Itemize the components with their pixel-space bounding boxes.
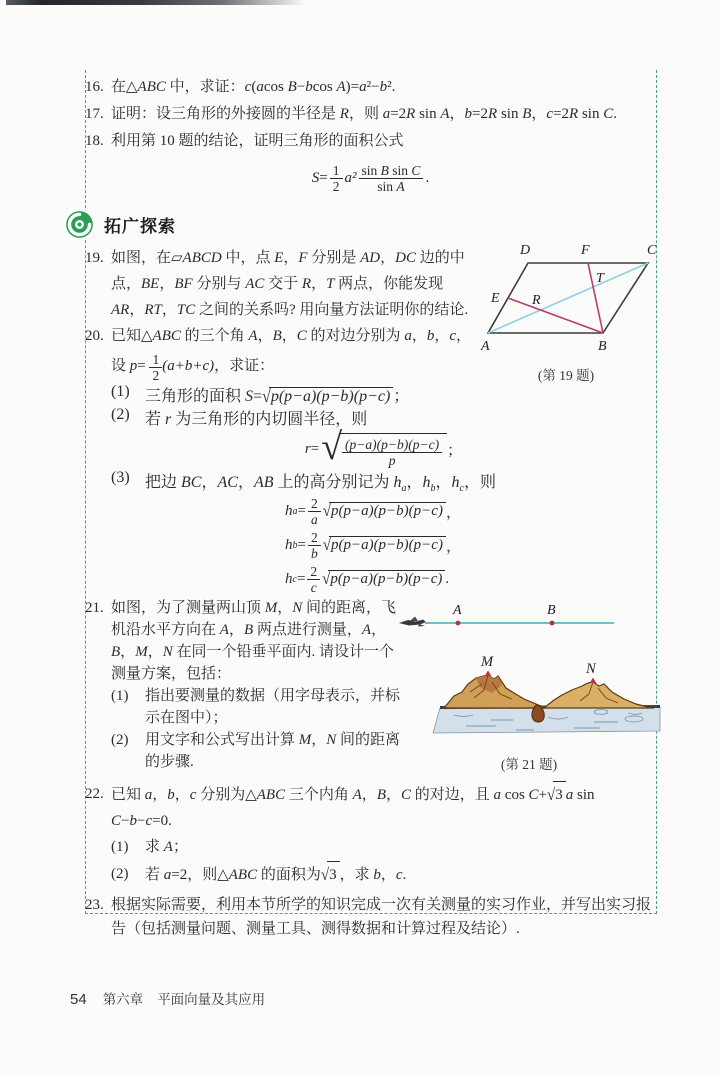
fraction: $\frac{(p-a)(p-b)(p-c)}{p}$ [342, 437, 442, 468]
problem-22 [85, 781, 656, 889]
equals-sign: = [296, 570, 306, 587]
section-title: 拓广探索 [104, 216, 176, 236]
problem-number: 19. [85, 250, 104, 266]
intersection-label-t: T [596, 271, 604, 286]
section-header [64, 209, 656, 239]
problem-text: 证明：设三角形的外接圆的半径是 R，则 a=2R sin A，b=2R sin B，c=2R sin C. [111, 106, 617, 122]
problem-20-body [111, 349, 656, 596]
problem-text: 在△ABC 中，求证：c(acos B−bcos A)=a²−b². [111, 79, 396, 95]
subitem-label: (2) [111, 732, 129, 748]
fraction-half: $\frac{1}{2}$ [330, 163, 343, 194]
subitem-label: (1) [111, 688, 129, 704]
subitem-2: (2) 若 a=2，则△ABC 的面积为√3 ，求 b，c. [111, 861, 656, 889]
problem-16 [85, 74, 656, 101]
fraction-sines: $\frac{\text{sin B sin C}}{\text{sin A}}$ [359, 163, 424, 194]
point-a-dot [456, 621, 461, 626]
subitem-label: (1) [111, 839, 129, 855]
problem-number: 17. [85, 106, 104, 122]
subitem-label: (2) [111, 406, 130, 423]
midpoint-label-f: F [581, 243, 590, 258]
chapter-label: 第六章 [102, 992, 144, 1007]
subitem-2: (2) 用文字和公式写出计算 M，N 间的距离的步骤. [111, 729, 405, 773]
point-label-b: B [547, 603, 556, 618]
subitem-1: (1) 指出要测量的数据（用字母表示，并标示在图中）； [111, 685, 405, 729]
vertex-label-c: C [647, 243, 657, 258]
problem-number: 21. [85, 600, 104, 616]
equals-sign: = [319, 169, 328, 186]
figure-caption: (第 19 题) [537, 368, 595, 383]
vertex-label-b: B [598, 339, 607, 354]
inradius-formula: r = √ $\frac{(p-a)(p-b)(p-c)}{p}$ ； [304, 425, 463, 468]
midpoint-label-e: E [491, 291, 500, 306]
vertex-label-a: A [481, 339, 490, 354]
problem-number: 18. [85, 133, 104, 149]
altitude-formula-hb: h b = $\frac{2}{b}$ √p(p−a)(p−b)(p−c) ， [285, 529, 461, 561]
peak-marker-n [590, 678, 596, 684]
fraction-half: $\frac{1}{2}$ [149, 352, 162, 383]
airplane-icon [399, 617, 426, 627]
problem-21 [85, 597, 405, 773]
problem-number: 16. [85, 79, 104, 95]
figure-caption: (第 21 题) [500, 757, 558, 772]
mountains-figure [396, 600, 662, 773]
problem-18 [85, 128, 656, 155]
square-root: √ $\frac{(p-a)(p-b)(p-c)}{p}$ [321, 431, 447, 468]
subitem-label: (2) [111, 866, 129, 882]
area-formula-18 [85, 157, 656, 199]
equals-sign: = [297, 502, 306, 519]
parallelogram-figure [468, 236, 664, 384]
explore-icon [64, 209, 95, 240]
point-b-dot [550, 621, 555, 626]
problem-number: 23. [85, 897, 104, 913]
intersection-label-r: R [532, 293, 541, 308]
mountains-illustration [396, 600, 662, 745]
equals-sign: = [297, 536, 306, 553]
peak-label-m: M [481, 654, 494, 670]
formula-period: . [425, 169, 430, 186]
subitem-3: (3) 把边 BC，AC，AB 上的高分别记为 $h_a$，$h_b$，$h_c$，则 [111, 469, 497, 494]
problem-17 [85, 101, 656, 128]
subitem-label: (3) [111, 469, 130, 486]
altitude-formula-ha: h a = $\frac{2}{a}$ √p(p−a)(p−b)(p−c) ， [285, 495, 461, 527]
altitude-formula-hc: h c = $\frac{2}{c}$ √p(p−a)(p−b)(p−c) . [285, 563, 450, 595]
equals-sign: = [137, 358, 146, 374]
problem-text: 如图，为了测量两山顶 M，N 间的距离，飞机沿水平方向在 A，B 两点进行测量，A，B，M，N 在同一个铅垂平面内. 请设计一个测量方案，包括： [111, 600, 397, 682]
square-root: √p(p−a)(p−b)(p−c) [322, 570, 445, 588]
problem-text: 根据实际需要，利用本节所学的知识完成一次有关测量的实习作业，并写出实习报告（包括测量问题、测量工具、测得数据和计算过程及结论）. [111, 897, 652, 937]
problem-text: 如图，在▱ABCD 中，点 E，F 分别是 AD，DC 边的中点，BE，BF 分别与 AC 交于 R，T 两点，你能发现 AR，RT，TC 之间的关系吗? 用向量方法证明你的结论. [111, 250, 469, 318]
problem-number: 22. [85, 786, 104, 802]
semi-perimeter-definition: 设 p= $\frac{1}{2}$ (a+b+c)，求证： [111, 352, 275, 383]
problem-19 [85, 245, 469, 323]
subitem-label: (1) [111, 383, 130, 400]
page-footer [70, 988, 265, 1008]
subitem-2: (2) 若 r 为三角形的内切圆半径，则 [111, 406, 368, 428]
square-root: √p(p−a)(p−b)(p−c) [323, 502, 446, 520]
diagonal-ac [488, 263, 648, 333]
mountain-right [544, 682, 654, 708]
coefficient-a-squared: a² [344, 169, 357, 186]
chapter-title: 平面向量及其应用 [157, 992, 266, 1007]
problem-number: 20. [85, 328, 104, 344]
parallelogram-diagram [468, 236, 664, 356]
subitem-1: (1) 求 A； [111, 834, 656, 861]
square-root: √p(p−a)(p−b)(p−c) [262, 387, 393, 406]
formula-lhs: S [311, 169, 320, 186]
problem-23 [85, 893, 656, 941]
problem-text: 已知 a，b，c 分别为△ABC 三个内角 A，B，C 的对边，且 a cos C+√3 a sin C−b−c=0. [111, 787, 595, 829]
equals-sign: = [310, 440, 320, 457]
square-root: √p(p−a)(p−b)(p−c) [323, 536, 446, 554]
scan-artifact-bar [6, 0, 306, 5]
exercise-content [85, 70, 656, 941]
problem-text: 已知△ABC 的三个角 A，B，C 的对边分别为 a，b，c， [111, 328, 472, 344]
vertex-label-d: D [520, 243, 531, 258]
subitem-1: (1) 三角形的面积 S=√p(p−a)(p−b)(p−c) ； [111, 383, 410, 407]
page-number: 54 [70, 991, 87, 1008]
point-label-a: A [453, 603, 462, 618]
peak-label-n: N [586, 661, 596, 677]
problem-text: 利用第 10 题的结论，证明三角形的面积公式 [111, 133, 404, 149]
peak-marker-m [485, 671, 491, 677]
